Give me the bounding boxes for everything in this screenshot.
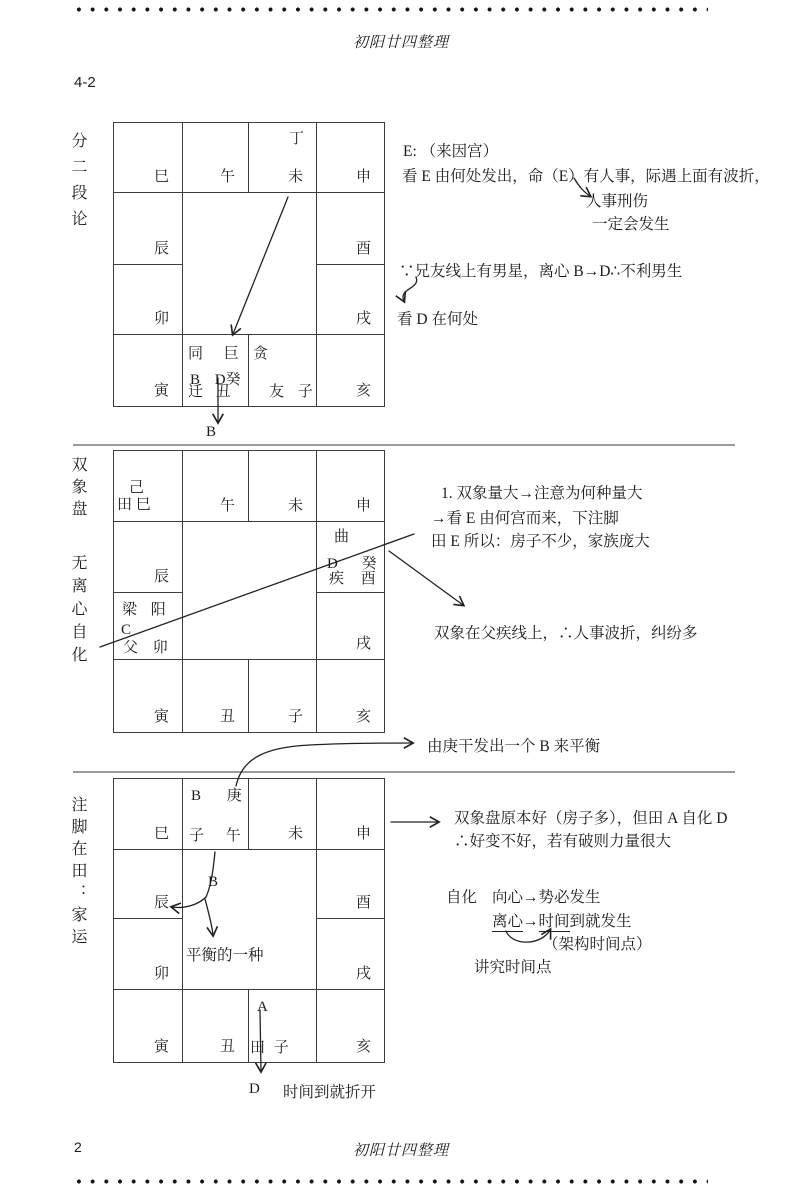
branch-label: 午 <box>219 498 235 514</box>
transform-letter: C <box>121 622 132 638</box>
header-title: 初阳廿四整理 <box>352 35 449 51</box>
c1-cell-zi <box>249 335 317 406</box>
c2-center-area <box>183 522 317 660</box>
branch-label: 戌 <box>355 636 371 652</box>
c3-cell-xu <box>317 919 384 990</box>
c1-note-brother-line: ∵兄友线上有男星，离心 B→D∴不利男生 <box>399 263 683 280</box>
chart2-side-label-1: 双象盘 <box>69 456 86 522</box>
branch-label: 卯 <box>153 966 169 982</box>
letter-stem-label: D 癸 <box>327 556 377 572</box>
c3-note-zihua: 自化 <box>446 889 478 906</box>
branch-label: 巳 <box>153 169 169 185</box>
c3-below-letter: D <box>249 1081 260 1097</box>
c2-cell-xu <box>317 593 384 660</box>
branch-label: 巳 <box>153 826 169 842</box>
c3-below-note: 时间到就折开 <box>283 1084 377 1101</box>
c3-cell-you <box>317 850 384 919</box>
c3-cell-zi <box>249 990 317 1062</box>
palace-branch-label: 田 巳 <box>117 497 151 513</box>
c2-cell-wei <box>249 451 317 522</box>
chart1-side-label: 分二段论 <box>69 132 86 236</box>
c3-note-line1: 双象盘原本好（房子多），但田 A 自化 D <box>454 810 728 827</box>
c2-cell-you <box>317 522 384 593</box>
shijian-underlined: 时间 <box>538 913 570 930</box>
c1-note-e-sub2: 一定会发生 <box>592 216 670 233</box>
branch-label: 戌 <box>355 966 371 982</box>
c3-note-xiangxin: 向心→势必发生 <box>492 889 601 906</box>
c2-cell-mao <box>114 593 183 660</box>
c2-cell-wu <box>183 451 249 522</box>
c2-cell-yin <box>114 660 183 732</box>
c3-cell-yin <box>114 990 183 1062</box>
letter-stem-label: B 庚 <box>191 788 242 804</box>
c2-cell-hai <box>317 660 384 732</box>
c1-cell-wei <box>249 123 317 193</box>
c3-note-emphasis: 讲究时间点 <box>474 959 552 976</box>
c1-cell-chen <box>114 193 183 265</box>
chart2-side-label-2: 无离心自化 <box>69 554 86 669</box>
c3-note-bracket: （架构时间点） <box>543 936 652 953</box>
footer-page-number: 2 <box>74 1139 82 1155</box>
section-divider-1 <box>73 444 735 446</box>
c3-center-area <box>183 850 317 990</box>
branch-label: 寅 <box>153 709 169 725</box>
branch-label: 亥 <box>355 1039 371 1055</box>
c1-cell-chou <box>183 335 249 406</box>
branch-label: 丑 <box>219 709 235 725</box>
c2-balance-note: 由庚干发出一个 B 来平衡 <box>427 738 601 755</box>
palace-branch-label: 父 卯 <box>123 640 168 656</box>
c1-cell-si <box>114 123 183 193</box>
branch-label: 辰 <box>153 895 169 911</box>
chart3-side-label: 注脚在田：家运 <box>69 796 86 950</box>
section-divider-2 <box>73 771 735 773</box>
star-labels: 梁 阳 <box>122 602 166 618</box>
c2-note-line1: 1. 双象量大→注意为何种量大 <box>441 485 643 502</box>
branch-label: 申 <box>355 169 371 185</box>
c1-cell-shen <box>317 123 384 193</box>
c2-cell-chou <box>183 660 249 732</box>
branch-label: 酉 <box>355 895 371 911</box>
branch-label: 未 <box>287 498 303 514</box>
c3-cell-chen <box>114 850 183 919</box>
c3-cell-shen <box>317 779 384 850</box>
lixin-rest: 到就发生 <box>569 913 632 930</box>
c3-cell-wu <box>183 779 249 850</box>
chart1-palace-grid <box>113 122 385 407</box>
chart3-palace-grid <box>113 778 385 1063</box>
c3-note-line2: ∴好变不好，若有破则力量很大 <box>454 833 672 850</box>
c2-note-line4: 双象在父疾线上，∴人事波折，纠纷多 <box>434 625 698 642</box>
c3-cell-wei <box>249 779 317 850</box>
palace-branch-label: 田 子 <box>250 1040 289 1056</box>
transform-letter: A <box>257 999 268 1015</box>
branch-label: 寅 <box>153 1039 169 1055</box>
branch-label: 亥 <box>355 383 371 399</box>
branch-label: 寅 <box>153 383 169 399</box>
stem-label: 丁 <box>289 131 305 147</box>
c1-note-e-line: 看 E 由何处发出，命（E）有人事，际遇上面有波折， <box>402 168 770 185</box>
branch-label: 丑 <box>219 1039 235 1055</box>
c3-center-note: 平衡的一种 <box>186 947 264 964</box>
c1-note-e-sub1: 人事刑伤 <box>586 193 649 210</box>
branch-label: 申 <box>355 498 371 514</box>
c2-arrow-to-note <box>389 551 463 605</box>
star-labels: 同 巨 <box>188 346 239 362</box>
chart2-palace-grid <box>113 450 385 733</box>
transform-letters: B D癸 <box>190 372 241 388</box>
c1-center-area <box>183 193 317 335</box>
lixin-arrow: → <box>523 913 539 930</box>
branch-label: 亥 <box>355 709 371 725</box>
c1-cell-you <box>317 193 384 265</box>
c3-note-lixin-line <box>492 909 632 931</box>
c3-cell-hai <box>317 990 384 1062</box>
c2-cell-si <box>114 451 183 522</box>
star-label: 贪 <box>253 346 269 362</box>
c3-inner-letter: B <box>208 874 219 890</box>
lixin-underlined: 离心 <box>492 913 524 930</box>
c2-note-line3: 田 E 所以：房子不少，家族庞大 <box>431 533 650 550</box>
c1-cell-wu <box>183 123 249 193</box>
star-label: 曲 <box>334 529 350 545</box>
c2-note-line2: →看 E 由何宫而来，下注脚 <box>431 510 619 527</box>
c1-cell-hai <box>317 335 384 406</box>
branch-label: 子 <box>287 709 303 725</box>
c1-cell-mao <box>114 265 183 335</box>
branch-label: 申 <box>355 826 371 842</box>
c1-note-e-title: E: （来因宫） <box>403 143 499 160</box>
branch-label: 戌 <box>355 311 371 327</box>
footer-title: 初阳廿四整理 <box>352 1143 449 1159</box>
c3-cell-si <box>114 779 183 850</box>
branch-label: 卯 <box>153 311 169 327</box>
palace-branch-label: 疾 酉 <box>329 571 376 587</box>
c2-cell-shen <box>317 451 384 522</box>
palace-branch-label: 子 午 <box>189 828 241 844</box>
branch-label: 未 <box>287 826 303 842</box>
branch-label: 辰 <box>153 241 169 257</box>
footer-dotted-line <box>76 1178 708 1185</box>
c1-note-look-d: 看 D 在何处 <box>397 311 478 328</box>
stem-label: 己 <box>129 480 145 496</box>
branch-label: 午 <box>219 169 235 185</box>
c3-cell-chou <box>183 990 249 1062</box>
c3-cell-mao <box>114 919 183 990</box>
section-number: 4-2 <box>74 74 96 91</box>
c2-cell-zi <box>249 660 317 732</box>
palace-branch-label: 友 子 <box>269 384 313 400</box>
c1-cell-yin <box>114 335 183 406</box>
c1-outflow-letter: B <box>206 424 217 440</box>
c2-cell-chen <box>114 522 183 593</box>
palace-branch-label: 迁 丑 <box>188 384 231 400</box>
header-dotted-line <box>76 6 708 13</box>
branch-label: 未 <box>287 169 303 185</box>
c1-cell-xu <box>317 265 384 335</box>
branch-label: 辰 <box>153 569 169 585</box>
branch-label: 酉 <box>355 241 371 257</box>
